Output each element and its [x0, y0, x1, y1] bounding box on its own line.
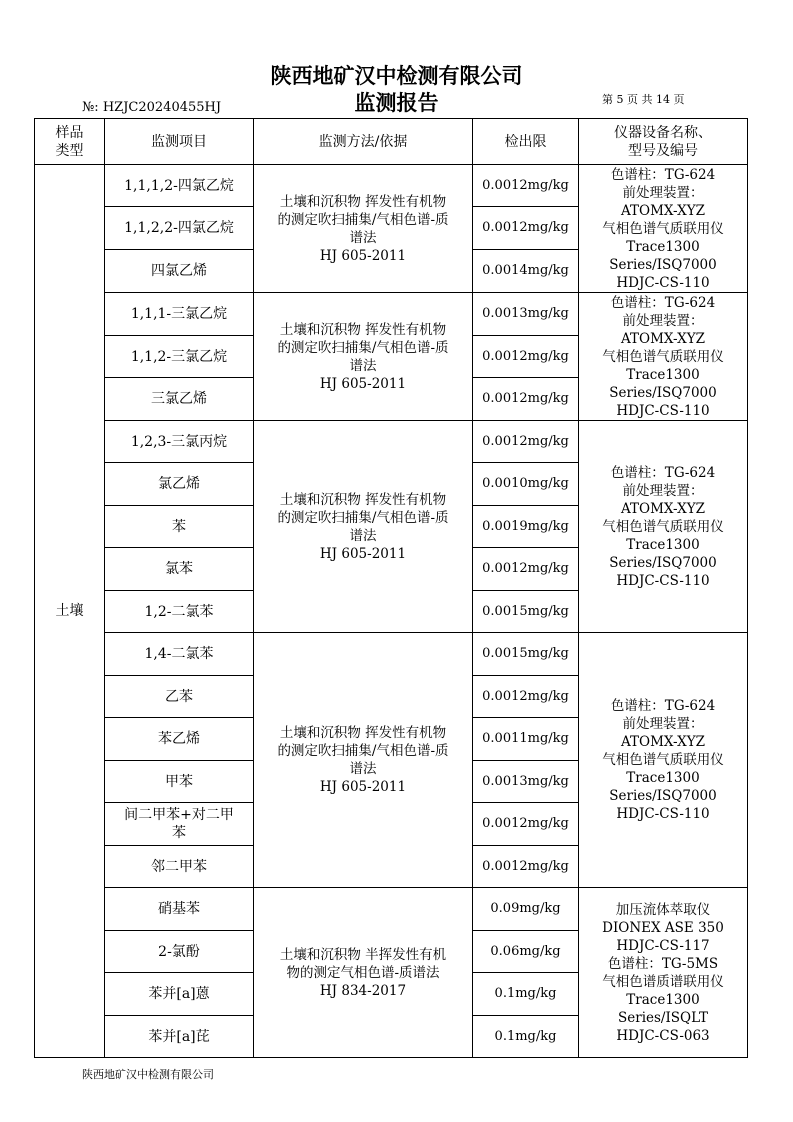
limit-cell: 0.0014mg/kg	[473, 250, 579, 293]
limit-cell: 0.0012mg/kg	[473, 676, 579, 718]
item-name-cell: 间二甲苯+对二甲 苯	[105, 803, 254, 846]
limit-cell: 0.0012mg/kg	[473, 336, 579, 378]
limit-cell: 0.0010mg/kg	[473, 463, 579, 506]
instrument-cell: 加压流体萃取仪 DIONEX ASE 350 HDJC-CS-117 色谱柱：TG-5MS 气相色谱质谱联用仪 Trace1300 Series/ISQLT HDJC-CS-063	[579, 888, 748, 1058]
limit-cell: 0.0012mg/kg	[473, 421, 579, 463]
limit-cell: 0.0012mg/kg	[473, 548, 579, 591]
item-name-cell: 1,1,2-三氯乙烷	[105, 336, 254, 378]
method-cell: 土壤和沉积物 挥发性有机物 的测定吹扫捕集/气相色谱-质 谱法 HJ 605-2011	[254, 633, 473, 888]
table-row	[35, 293, 748, 336]
item-name-cell: 四氯乙烯	[105, 250, 254, 293]
table-row	[35, 888, 748, 931]
report-number	[82, 100, 221, 115]
item-name-cell: 1,2,3-三氯丙烷	[105, 421, 254, 463]
instrument-cell: 色谱柱：TG-624 前处理装置： ATOMX-XYZ 气相色谱气质联用仪 Trace1300 Series/ISQ7000 HDJC-CS-110	[579, 165, 748, 293]
header-sample-type: 样品 类型	[35, 119, 105, 165]
limit-cell: 0.0015mg/kg	[473, 633, 579, 676]
header-method: 监测方法/依据	[254, 119, 473, 165]
limit-cell: 0.0013mg/kg	[473, 293, 579, 336]
limit-cell: 0.06mg/kg	[473, 931, 579, 973]
instrument-cell: 色谱柱：TG-624 前处理装置： ATOMX-XYZ 气相色谱气质联用仪 Trace1300 Series/ISQ7000 HDJC-CS-110	[579, 421, 748, 633]
item-name-cell: 氯苯	[105, 548, 254, 591]
item-name-cell: 1,4-二氯苯	[105, 633, 254, 676]
item-name-cell: 1,1,2,2-四氯乙烷	[105, 207, 254, 250]
item-name-cell: 氯乙烯	[105, 463, 254, 506]
header-instrument: 仪器设备名称、 型号及编号	[579, 119, 748, 165]
report-number-value: HZJC20240455HJ	[102, 100, 222, 115]
monitoring-table	[34, 118, 748, 1058]
limit-cell: 0.1mg/kg	[473, 973, 579, 1016]
company-title: 陕西地矿汉中检测有限公司	[270, 64, 523, 88]
limit-cell: 0.0019mg/kg	[473, 506, 579, 548]
report-title: 监测报告	[354, 91, 439, 115]
limit-cell: 0.0013mg/kg	[473, 761, 579, 803]
item-name-cell: 三氯乙烯	[105, 378, 254, 421]
item-name-cell: 乙苯	[105, 676, 254, 718]
method-cell: 土壤和沉积物 半挥发性有机 物的测定气相色谱-质谱法 HJ 834-2017	[254, 888, 473, 1058]
item-name-cell: 2-氯酚	[105, 931, 254, 973]
limit-cell: 0.09mg/kg	[473, 888, 579, 931]
header-item: 监测项目	[105, 119, 254, 165]
limit-cell: 0.0012mg/kg	[473, 803, 579, 846]
item-name-cell: 苯并[a]蒽	[105, 973, 254, 1016]
limit-cell: 0.0012mg/kg	[473, 207, 579, 250]
instrument-cell: 色谱柱：TG-624 前处理装置： ATOMX-XYZ 气相色谱气质联用仪 Trace1300 Series/ISQ7000 HDJC-CS-110	[579, 633, 748, 888]
footer-company: 陕西地矿汉中检测有限公司	[82, 1068, 214, 1081]
page-info: 第 5 页 共 14 页	[602, 93, 685, 106]
item-name-cell: 苯并[a]芘	[105, 1016, 254, 1058]
item-name-cell: 硝基苯	[105, 888, 254, 931]
limit-cell: 0.0012mg/kg	[473, 165, 579, 207]
method-cell: 土壤和沉积物 挥发性有机物 的测定吹扫捕集/气相色谱-质 谱法 HJ 605-2011	[254, 165, 473, 293]
limit-cell: 0.0012mg/kg	[473, 846, 579, 888]
item-name-cell: 1,1,1,2-四氯乙烷	[105, 165, 254, 207]
table-row	[35, 421, 748, 463]
item-name-cell: 1,2-二氯苯	[105, 591, 254, 633]
report-number-label: №:	[82, 100, 99, 115]
header-limit: 检出限	[473, 119, 579, 165]
instrument-cell: 色谱柱：TG-624 前处理装置： ATOMX-XYZ 气相色谱气质联用仪 Trace1300 Series/ISQ7000 HDJC-CS-110	[579, 293, 748, 421]
limit-cell: 0.0011mg/kg	[473, 718, 579, 761]
table-row	[35, 633, 748, 676]
limit-cell: 0.0015mg/kg	[473, 591, 579, 633]
item-name-cell: 邻二甲苯	[105, 846, 254, 888]
limit-cell: 0.1mg/kg	[473, 1016, 579, 1058]
sample-type-cell: 土壤	[35, 165, 105, 1058]
limit-cell: 0.0012mg/kg	[473, 378, 579, 421]
item-name-cell: 苯	[105, 506, 254, 548]
method-cell: 土壤和沉积物 挥发性有机物 的测定吹扫捕集/气相色谱-质 谱法 HJ 605-2011	[254, 421, 473, 633]
item-name-cell: 1,1,1-三氯乙烷	[105, 293, 254, 336]
item-name-cell: 苯乙烯	[105, 718, 254, 761]
item-name-cell: 甲苯	[105, 761, 254, 803]
method-cell: 土壤和沉积物 挥发性有机物 的测定吹扫捕集/气相色谱-质 谱法 HJ 605-2011	[254, 293, 473, 421]
table-header-row	[35, 119, 748, 165]
table-row	[35, 165, 748, 207]
